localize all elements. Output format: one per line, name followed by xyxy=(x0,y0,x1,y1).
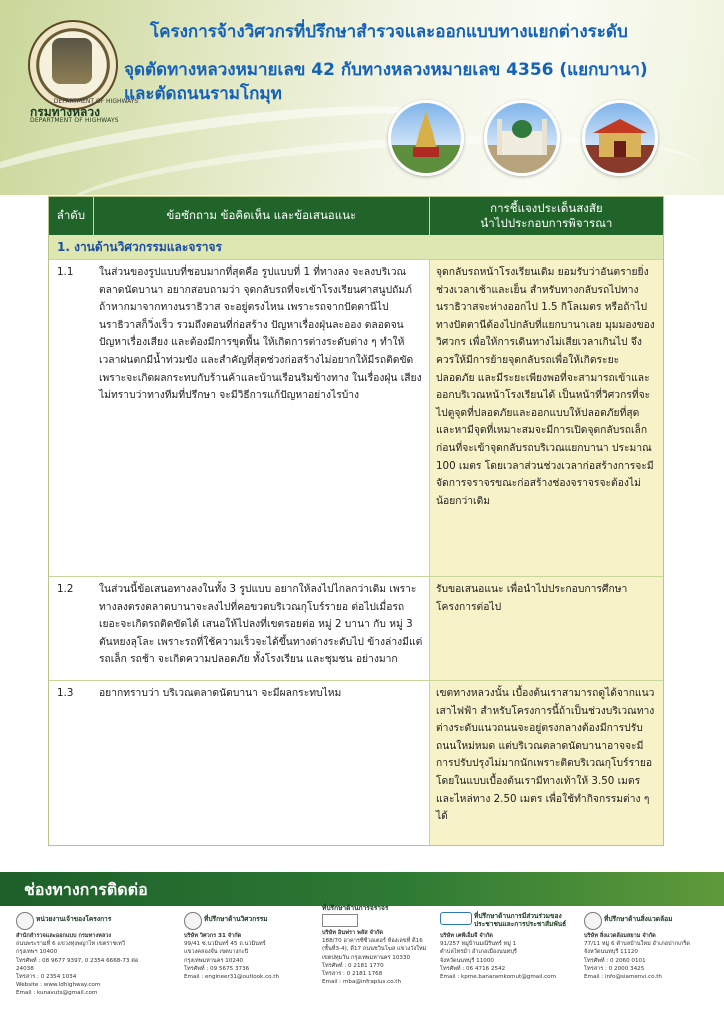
contact-participation-company: บริษัท เคพีเอ็มจี จำกัด xyxy=(440,933,493,939)
table-row xyxy=(49,680,663,845)
contact-owner-line: โทรศัพท์ : 08 9677 9397, 0 2354 6668-73 ต่อ 24038 xyxy=(16,957,139,972)
contact-participation-line: จังหวัดนนทบุรี 11000 xyxy=(440,957,494,964)
contact-engineering-company: บริษัท วิศวกร 31 จำกัด xyxy=(184,933,242,939)
contact-environment-email[interactable]: Email : info@siamenvi.co.th xyxy=(584,974,662,981)
contact-engineering-line: กรุงเทพมหานคร 10240 xyxy=(184,957,244,964)
contact-traffic-title: ที่ปรึกษาด้านการจราจร xyxy=(322,904,389,912)
comments-table xyxy=(48,196,664,846)
row-question: ในส่วนของรูปแบบที่ชอบมากที่สุดคือ รูปแบบที่ 1 ที่ทางลง จะลงบริเวณตลาดนัดบานา อยากสอบถามว่า จุดกลับรถที่จะเข้าโรงเรียนศาสนูปถัมภ์ ถ้าหากมาจากทางนราธิวาส จะอยู่ตรงไหน เพราะรถจากปัตตานีไปนราธิวาสก็วิ่งเร็ว รวมถึงตอนที่ก่อสร้าง ปัญหาเรื่องฝุ่นละออง ตลอดจนปัญหาเรื่องเสียง และต้องมีการขุดพื้น ให้เกิดการต่างระดับต่าง ๆ ทำให้เวลาฝนตกมีน้ำท่วมขัง และสำคัญที่สุดช่วงก่อสร้างไม่อยากให้มีรถติดขัด เพราะจะเกิดผลกระทบกับร้านค้าและบ้านเรือนริมข้างทาง ในเรื่องฝุ่น เสียง ไม่ทราบว่าทางทีมที่ปรึกษา จะมีวิธีการแก้ปัญหาอย่างไรบ้าง xyxy=(99,266,422,402)
row-question: อยากทราบว่า บริเวณตลาดนัดบานา จะมีผลกระทบไหม xyxy=(99,687,342,699)
contact-engineering-title: ที่ปรึกษาด้านวิศวกรรม xyxy=(204,915,268,923)
contact-owner-website[interactable]: Website : www.ldhighway.com xyxy=(16,982,101,989)
row-answer: รับขอเสนอแนะ เพื่อนำไปประกอบการศึกษาโครงการต่อไป xyxy=(429,577,663,680)
contact-environment-line: โทรศัพท์ : 0 2060 0101 xyxy=(584,957,646,964)
temple-photo xyxy=(388,100,464,176)
contact-environment-company: บริษัท สิ่งแวดล้อมสยาม จำกัด xyxy=(584,933,656,939)
contact-engineering-line: โทรศัพท์ : 09 5675 3736 xyxy=(184,965,250,972)
contact-traffic-line: เขตปทุมวัน กรุงเทพมหานคร 10330 xyxy=(322,954,411,961)
contact-owner-title: หน่วยงานเจ้าของโครงการ xyxy=(36,915,112,923)
contact-owner-line: ถนนพระรามที่ 6 แขวงทุ่งพญาไท เขตราชเทวี กรุงเทพฯ 10400 xyxy=(16,941,126,956)
contact-environment-line: โทรสาร : 0 2000 3425 xyxy=(584,965,645,972)
logo-dept-text: DEPARTMENT OF HIGHWAYS xyxy=(53,98,139,105)
kpme-logo-icon xyxy=(440,912,472,925)
contact-list xyxy=(16,904,716,1022)
contact-owner-company: สำนักสำรวจและออกแบบ กรมทางหลวง xyxy=(16,933,112,939)
contact-traffic xyxy=(322,904,454,986)
row-number: 1.2 xyxy=(57,583,74,595)
engineer31-logo-icon xyxy=(184,912,202,930)
project-title-line2: จุดตัดทางหลวงหมายเลข 42 กับทางหลวงหมายเลข 4356 (แยกบานา) xyxy=(124,60,648,80)
contact-traffic-line: 188/70 อาคารซีซีวอเตอร์ ห้องเลขที่ ดี16 xyxy=(322,938,423,945)
header-number: ลำดับ xyxy=(49,197,94,235)
contact-bar xyxy=(0,872,724,906)
contact-participation-line: ตำบลไทรม้า อำเภอเมืองนนทบุรี xyxy=(440,949,517,956)
table-row xyxy=(49,576,663,680)
contact-title: ช่องทางการติดต่อ xyxy=(24,880,148,899)
contact-participation-title: ที่ปรึกษาด้านการมีส่วนร่วมของประชาชนและการประชาสัมพันธ์ xyxy=(474,912,567,928)
project-title-line3: และตัดถนนรามโกมุท xyxy=(124,84,282,104)
contact-engineering-line: 99/41 ซ.นวมินทร์ 45 ถ.นวมินทร์ xyxy=(184,941,266,948)
contact-footer xyxy=(0,872,724,1024)
contact-traffic-line: โทรสาร : 0 2181 1768 xyxy=(322,971,383,978)
row-number: 1.1 xyxy=(57,266,74,278)
logo-english-name: DEPARTMENT OF HIGHWAYS xyxy=(30,117,119,124)
contact-traffic-company: บริษัท อินฟรา พลัส จำกัด xyxy=(322,930,384,936)
contact-traffic-email[interactable]: Email : mba@infraplus.co.th xyxy=(322,979,402,986)
table-row xyxy=(49,259,663,576)
contact-participation-line: โทรศัพท์ : 06 4716 2542 xyxy=(440,965,506,972)
mosque-photo xyxy=(484,100,560,176)
table-header xyxy=(49,197,663,235)
contact-engineering-line: แขวงคลองจั่น เขตบางกะปิ xyxy=(184,949,249,956)
header-question: ข้อซักถาม ข้อคิดเห็น และข้อเสนอแนะ xyxy=(94,197,430,235)
seco-logo-icon xyxy=(584,912,602,930)
contact-traffic-line: (ชั้นที่3-4), ดี17 ถนนชวินโฆส แขวงวังใหม่ xyxy=(322,946,427,953)
contact-traffic-line: โทรศัพท์ : 0 2181 1770 xyxy=(322,962,384,969)
row-number: 1.3 xyxy=(57,687,74,699)
contact-environment-line: จังหวัดนนทบุรี 11120 xyxy=(584,949,638,956)
contact-engineering-email[interactable]: Email : engineer31@outlook.co.th xyxy=(184,974,279,981)
contact-environment-title: ที่ปรึกษาด้านสิ่งแวดล้อม xyxy=(604,915,673,923)
department-logo-icon xyxy=(16,912,34,930)
department-logo-icon xyxy=(28,20,139,110)
row-answer: เขตทางหลวงนั้น เบื้องต้นเราสามารถดูได้จากแนวเสาไฟฟ้า สำหรับโครงการนี้ถ้าเป็นช่วงบริเวณทางต่างระดับแนวถนนจะอยู่ตรงกลางต้องมีการปรับถนนใหม่หมด แต่บริเวณตลาดนัดบานาอาจจะมีการปรับปรุงไม่มากนักเพราะติดบริเวณกุโบร์รายอ โดยในแบบเบื้องต้นเรามีทางเท้าให้ 3.50 เมตร และไหล่ทาง 2.50 เมตร เพื่อใช้ทำกิจกรรมต่าง ๆ ได้ xyxy=(429,681,663,845)
contact-owner-line: โทรสาร : 0 2354 1034 xyxy=(16,974,77,981)
header-answer: การชี้แจงประเด็นสงสัย นำไปประกอบการพิจารณา xyxy=(480,201,613,230)
header-banner xyxy=(0,0,724,195)
row-answer: จุดกลับรถหน้าโรงเรียนเดิม ยอมรับว่าอันตรายยิ่งช่วงเวลาเช้าและเย็น สำหรับทางกลับรถไปทางนราธิวาสจะห่างออกไป 1.5 กิโลเมตร หรือถ้าไปทางปัตตานีต้องไปกลับที่แยกบานาเลย มุมมองของวิศวกร เพื่อให้การเดินทางไม่เสียเวลาเกินไป จึงควรให้มีการย้ายจุดกลับรถเพื่อให้เกิดระยะปลอดภัย และมีระยะเพียงพอที่จะสามารถเข้าและออกบริเวณหน้าโรงเรียนได้ เป็นหน้าที่วิศวกรที่จะไปดูจุดที่ปลอดภัยและออกแบบให้ปลอดภัยที่สุด และหามีจุดที่เหมาะสมจะมีการเปิดจุดกลับรถเล็ก ก่อนที่จะเข้าจุดกลับรถบริเวณแยกบานา ประมาณ 100 เมตร โดยเวลาส่วนช่วงเวลาก่อสร้างการจะมีจัดการจราจรขณะก่อสร้างช่องจราจรจะต้องไม่น้อยกว่าเดิม xyxy=(429,260,663,576)
project-title-line1: โครงการจ้างวิศวกรที่ปรึกษาสำรวจและออกแบบทางแยกต่างระดับ xyxy=(150,22,628,42)
contact-environment-line: 77/11 หมู่ 6 ตำบลบ้านใหม่ อำเภอปากเกร็ด xyxy=(584,941,691,948)
row-question: ในส่วนนี้ข้อเสนอทางลงในทั้ง 3 รูปแบบ อยากให้ลงไปไกลกว่าเดิม เพราะทางลงตรงตลาดบานาจะลงไปที่คอขวดบริเวณกุโบร์รายอ ต่อไปเมื่อรถเยอะจะเกิดรถติดขัดได้ เสนอให้ไปลงที่เขตรอยต่อ หมู่ 2 บานา กับ หมู่ 3 ตันหยงลุโละ เพราะรถที่ใช้ความเร็วจะได้ขึ้นทางต่างระดับไป ข้างล่างมีแต่รถเล็ก รถช้า จะเกิดความปลอดภัย ทั้งโรงเรียน และชุมชน อย่างมาก xyxy=(99,583,423,666)
infraplus-logo-icon xyxy=(322,914,358,927)
contact-participation-email[interactable]: Email : kpme.banaramkomut@gmail.com xyxy=(440,974,557,981)
shrine-photo xyxy=(582,100,658,176)
logo-thai-name: กรมทางหลวง xyxy=(30,105,100,119)
contact-participation-line: 91/257 หมู่บ้านมณีรินทร์ หมู่ 1 xyxy=(440,941,517,948)
section-title: 1. งานด้านวิศวกรรมและจราจร xyxy=(49,235,663,259)
contact-owner-email[interactable]: Email : kunavuts@gmail.com xyxy=(16,990,98,997)
